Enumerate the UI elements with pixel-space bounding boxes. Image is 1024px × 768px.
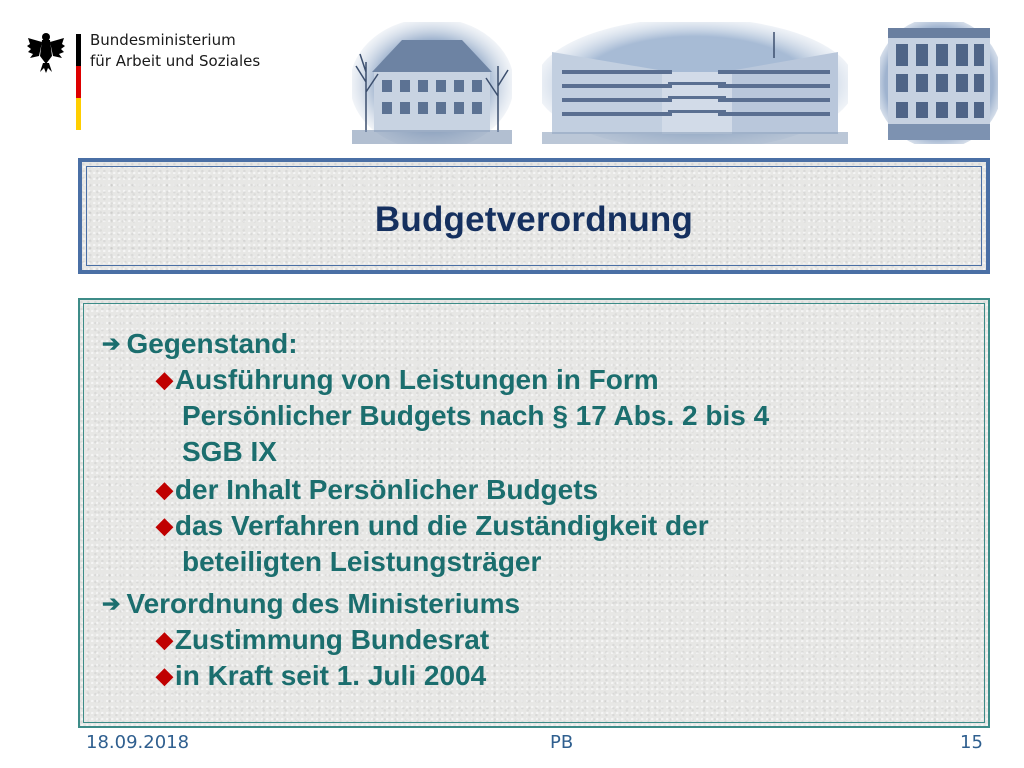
ministry-logo: [22, 26, 282, 136]
bullet-continuation: Persönlicher Budgets nach § 17 Abs. 2 bis 4: [182, 400, 770, 431]
bullet-level2: ◆Zustimmung Bundesrat: [156, 624, 490, 655]
bullet-level1: ➔ Gegenstand:: [102, 328, 298, 359]
building-photo-1: [352, 22, 512, 144]
page-number: 15: [960, 732, 983, 753]
slide-title: Budgetverordnung: [374, 200, 694, 239]
footer-author: PB: [550, 732, 574, 753]
bullet-level2: ◆Ausführung von Leistungen in Form: [156, 364, 659, 395]
bullet-level2: ◆das Verfahren und die Zuständigkeit der: [156, 510, 709, 541]
bullet-level1: ➔ Verordnung des Ministeriums: [102, 588, 521, 619]
bullet-continuation: SGB IX: [182, 436, 277, 467]
german-flag-stripe: [76, 34, 81, 130]
federal-eagle-icon: [26, 30, 66, 74]
bullet-level2: ◆in Kraft seit 1. Juli 2004: [156, 660, 487, 691]
ministry-name: Bundesministerium für Arbeit und Soziales: [90, 31, 261, 70]
building-photo-3: [880, 22, 998, 144]
bullet-continuation: beteiligten Leistungsträger: [182, 546, 542, 577]
diamond-bullet-icon: ◆: [156, 367, 173, 392]
diamond-bullet-icon: ◆: [156, 663, 173, 688]
title-frame: [78, 158, 990, 274]
content-frame: [78, 298, 990, 728]
diamond-bullet-icon: ◆: [156, 513, 173, 538]
diamond-bullet-icon: ◆: [156, 627, 173, 652]
arrow-bullet-icon: ➔: [102, 591, 121, 616]
building-photo-2: [542, 22, 848, 144]
footer-date: 18.09.2018: [86, 732, 190, 753]
arrow-bullet-icon: ➔: [102, 331, 121, 356]
diamond-bullet-icon: ◆: [156, 477, 173, 502]
bullet-level2: ◆der Inhalt Persönlicher Budgets: [156, 474, 599, 505]
